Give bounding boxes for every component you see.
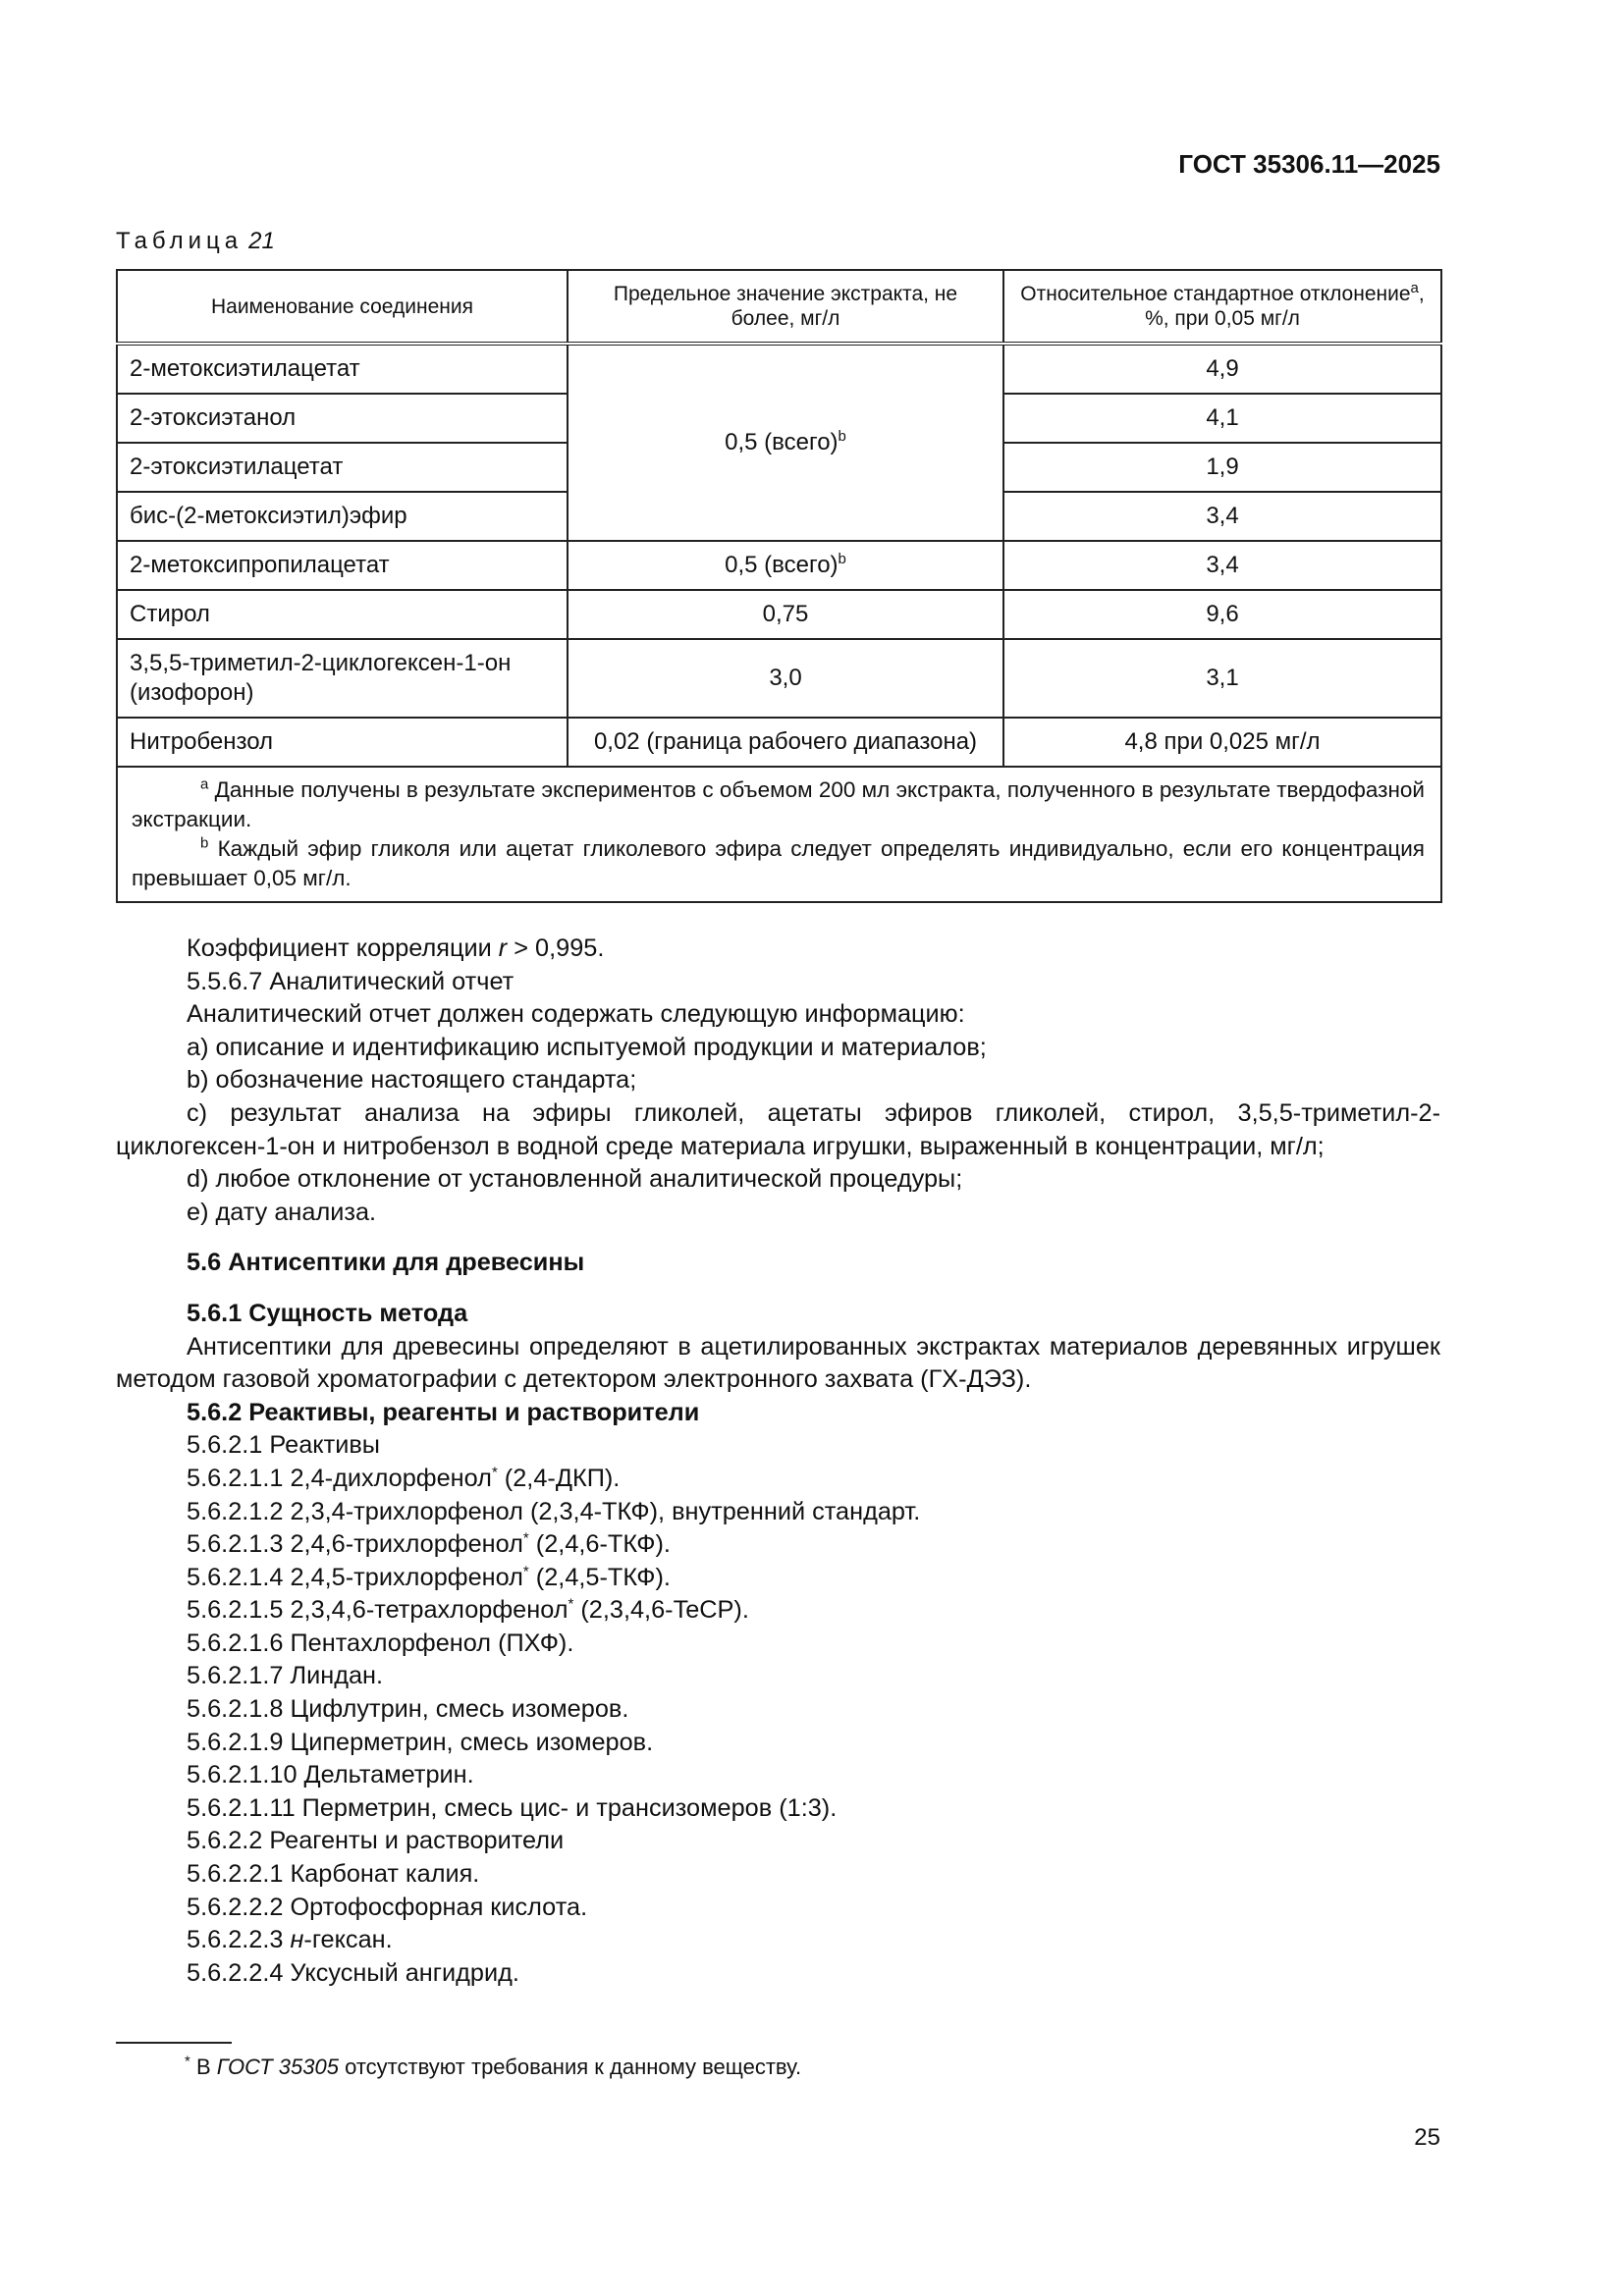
solvent-number: 5.6.2.2.3 — [187, 1926, 291, 1954]
reagent-abbr: (2,3,4,6-TeCP). — [573, 1596, 749, 1625]
table-caption-label: Таблица — [116, 228, 244, 254]
list-item: c) результат анализа на эфиры гликолей, ацетаты эфиров гликолей, стирол, 3,5,5-триметил-2-циклогексен-1-он и нитробензол в водной среде материала игрушки, выраженный в концентрации, мг/л; — [116, 1098, 1440, 1160]
reagent-text: 5.6.2.1.2 2,3,4-трихлорфенол (2,3,4-ТКФ), внутренний стандарт. — [187, 1497, 921, 1525]
table-notes-row — [117, 767, 1441, 902]
table-note-b — [132, 834, 1425, 893]
rsd-value: 3,4 — [1003, 492, 1441, 541]
heading-5-6-1: 5.6.1 Сущность метода — [187, 1299, 468, 1327]
rsd-value: 4,1 — [1003, 394, 1441, 443]
limit-sup: b — [838, 428, 846, 445]
col-header-compound: Наименование соединения — [117, 270, 568, 344]
list-item: d) любое отклонение от установленной аналитической процедуры; — [187, 1165, 963, 1194]
reagent-text: 5.6.2.1.4 2,4,5-трихлорфенол — [187, 1563, 523, 1591]
reagent-item: 5.6.2.1.7 Линдан. — [187, 1662, 384, 1690]
reagent-item: 5.6.2.1.11 Перметрин, смесь цис- и трансизомеров (1:3). — [187, 1793, 838, 1822]
document-id: ГОСТ 35306.11—2025 — [1178, 149, 1440, 179]
solvent-item — [116, 1924, 1440, 1957]
solvent-name: -гексан. — [303, 1926, 393, 1954]
compound-name: бис-(2-метоксиэтил)эфир — [117, 492, 568, 541]
table-header-row — [117, 270, 1441, 344]
corr-suffix: > 0,995. — [507, 934, 605, 962]
correlation-paragraph — [116, 933, 1440, 966]
section-5621: 5.6.2.1 Реактивы — [187, 1431, 380, 1460]
table-caption-number: 21 — [248, 228, 275, 254]
table-notes — [117, 767, 1441, 902]
footnote-star: * — [491, 1464, 498, 1481]
reagent-item — [116, 1562, 1440, 1595]
table-row — [117, 541, 1441, 590]
reagent-item: 5.6.2.1.9 Циперметрин, смесь изомеров. — [187, 1728, 654, 1756]
rsd-value: 4,8 при 0,025 мг/л — [1003, 718, 1441, 767]
reagent-item — [116, 1496, 1440, 1529]
corr-prefix: Коэффициент корреляции — [187, 934, 499, 962]
page-number: 25 — [1414, 2124, 1440, 2151]
solvent-item: 5.6.2.2.1 Карбонат калия. — [187, 1860, 480, 1889]
reagent-abbr: (2,4-ДКП). — [497, 1464, 621, 1492]
note-b-mark: b — [200, 834, 209, 852]
table-row — [117, 590, 1441, 639]
reagent-text: 5.6.2.1.3 2,4,6-трихлорфенол — [187, 1530, 523, 1559]
list-item: a) описание и идентификацию испытуемой продукции и материалов; — [187, 1033, 987, 1061]
section-5622: 5.6.2.2 Реагенты и растворители — [187, 1827, 565, 1855]
col-header-limit — [568, 270, 1003, 344]
table-row — [117, 718, 1441, 767]
corr-variable: r — [498, 934, 508, 962]
reagent-item: 5.6.2.1.10 Дельтаметрин. — [187, 1761, 474, 1789]
footnote-separator — [116, 2042, 232, 2044]
rsd-value: 4,9 — [1003, 344, 1441, 394]
report-intro: Аналитический отчет должен содержать следующую информацию: — [187, 1000, 965, 1029]
col-header-rsd-tail: , %, при 0,05 мг/л — [1145, 283, 1425, 330]
table-note-a — [132, 775, 1425, 834]
limit-value: 0,5 (всего) — [725, 552, 839, 578]
col-header-limit-text: Предельное значение экстракта, не более, мг/л — [613, 283, 958, 330]
reagent-abbr: (2,4,6-ТКФ). — [528, 1530, 671, 1559]
limit-value: 0,5 (всего) — [725, 429, 839, 455]
heading-5-6-2: 5.6.2 Реактивы, реагенты и растворители — [187, 1398, 700, 1426]
col-header-rsd — [1003, 270, 1441, 344]
reagent-item — [116, 1528, 1440, 1562]
col-header-rsd-text: Относительное стандартное отклонение — [1020, 283, 1411, 305]
reagent-text: 5.6.2.1.5 2,3,4,6-тетрахлорфенол — [187, 1596, 568, 1625]
limit-value: 0,75 — [568, 590, 1003, 639]
limit-value: 3,0 — [568, 639, 1003, 718]
limit-value: 0,02 (граница рабочего диапазона) — [568, 718, 1003, 767]
solvent-item: 5.6.2.2.2 Ортофосфорная кислота. — [187, 1893, 588, 1921]
compound-name: 2-этоксиэтанол — [117, 394, 568, 443]
limit-cell — [568, 541, 1003, 590]
method-paragraph: Антисептики для древесины определяют в ацетилированных экстрактах материалов деревянных игрушек методом газовой хроматографии с детектором электронного захвата (ГХ-ДЭЗ). — [116, 1332, 1440, 1394]
limit-sup: b — [838, 551, 846, 567]
compound-name: 2-метоксипропилацетат — [117, 541, 568, 590]
note-a-mark: a — [200, 775, 209, 793]
solvent-item: 5.6.2.2.4 Уксусный ангидрид. — [187, 1958, 519, 1987]
compound-name: 3,5,5-триметил-2-циклогексен-1-он (изофорон) — [117, 639, 568, 718]
reagent-item: 5.6.2.1.6 Пентахлорфенол (ПХФ). — [187, 1629, 574, 1657]
footnote-mark: * — [185, 2053, 190, 2070]
list-item: e) дату анализа. — [187, 1198, 377, 1226]
col-header-rsd-sup: a — [1410, 280, 1419, 296]
compound-name: Нитробензол — [117, 718, 568, 767]
compounds-table — [116, 269, 1442, 903]
footnote-star: * — [568, 1595, 574, 1613]
reagent-text: 5.6.2.1.1 2,4-дихлорфенол — [187, 1464, 492, 1492]
footnote-reference: ГОСТ 35305 — [216, 2055, 339, 2079]
footnote-text: В — [189, 2055, 217, 2079]
heading-5-6: 5.6 Антисептики для древесины — [187, 1249, 585, 1277]
limit-group-cell — [568, 344, 1003, 541]
rsd-value: 3,1 — [1003, 639, 1441, 718]
note-a-text: Данные получены в результате экспериментов с объемом 200 мл экстракта, полученного в результате твердофазной экстракции. — [132, 777, 1425, 831]
table-row — [117, 639, 1441, 718]
solvent-prefix: н — [290, 1926, 304, 1954]
reagent-item — [116, 1463, 1440, 1496]
rsd-value: 3,4 — [1003, 541, 1441, 590]
footnote-star: * — [522, 1563, 529, 1580]
rsd-value: 9,6 — [1003, 590, 1441, 639]
note-b-text: Каждый эфир гликоля или ацетат гликолевого эфира следует определять индивидуально, если его концентрация превышает 0,05 мг/л. — [132, 836, 1425, 890]
footnote-star: * — [522, 1529, 529, 1547]
table-row — [117, 344, 1441, 394]
reagent-item: 5.6.2.1.8 Цифлутрин, смесь изомеров. — [187, 1695, 629, 1724]
table-caption — [116, 228, 275, 255]
body-text — [116, 933, 1440, 1990]
reagent-abbr: (2,4,5-ТКФ). — [528, 1563, 671, 1591]
compound-name: 2-метоксиэтилацетат — [117, 344, 568, 394]
list-item: b) обозначение настоящего стандарта; — [187, 1066, 637, 1095]
compound-name: Стирол — [117, 590, 568, 639]
rsd-value: 1,9 — [1003, 443, 1441, 492]
reagent-item — [116, 1594, 1440, 1628]
section-5567: 5.5.6.7 Аналитический отчет — [187, 967, 514, 995]
compound-name: 2-этоксиэтилацетат — [117, 443, 568, 492]
page-footnote — [185, 2055, 801, 2080]
footnote-text-end: отсутствуют требования к данному веществу. — [338, 2055, 802, 2079]
